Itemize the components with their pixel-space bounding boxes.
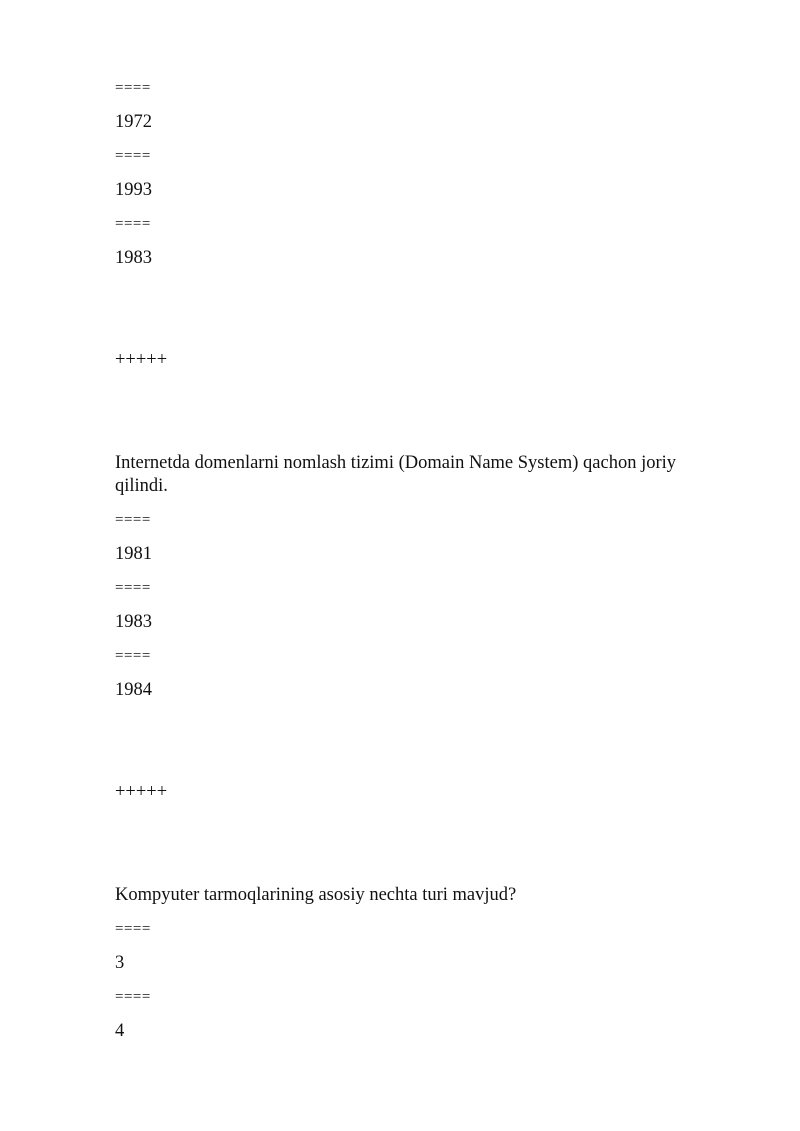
- option-separator: ====: [115, 148, 151, 164]
- option-separator: ====: [115, 80, 151, 96]
- answer-option: 4: [115, 1021, 125, 1041]
- answer-option: 1972: [115, 112, 152, 132]
- option-separator: ====: [115, 512, 151, 528]
- question-text: Internetda domenlarni nomlash tizimi (Domain Name System) qachon joriy qilindi.: [115, 453, 677, 496]
- question-divider: +++++: [115, 782, 168, 802]
- answer-option: 1981: [115, 544, 152, 564]
- option-separator: ====: [115, 989, 151, 1005]
- answer-option: 3: [115, 953, 125, 973]
- option-separator: ====: [115, 580, 151, 596]
- question-divider: +++++: [115, 350, 168, 370]
- option-separator: ====: [115, 648, 151, 664]
- answer-option: 1984: [115, 680, 152, 700]
- option-separator: ====: [115, 921, 151, 937]
- option-separator: ====: [115, 216, 151, 232]
- answer-option: 1983: [115, 612, 152, 632]
- answer-option: 1983: [115, 248, 152, 268]
- question-text: Kompyuter tarmoqlarining asosiy nechta turi mavjud?: [115, 885, 517, 905]
- answer-option: 1993: [115, 180, 152, 200]
